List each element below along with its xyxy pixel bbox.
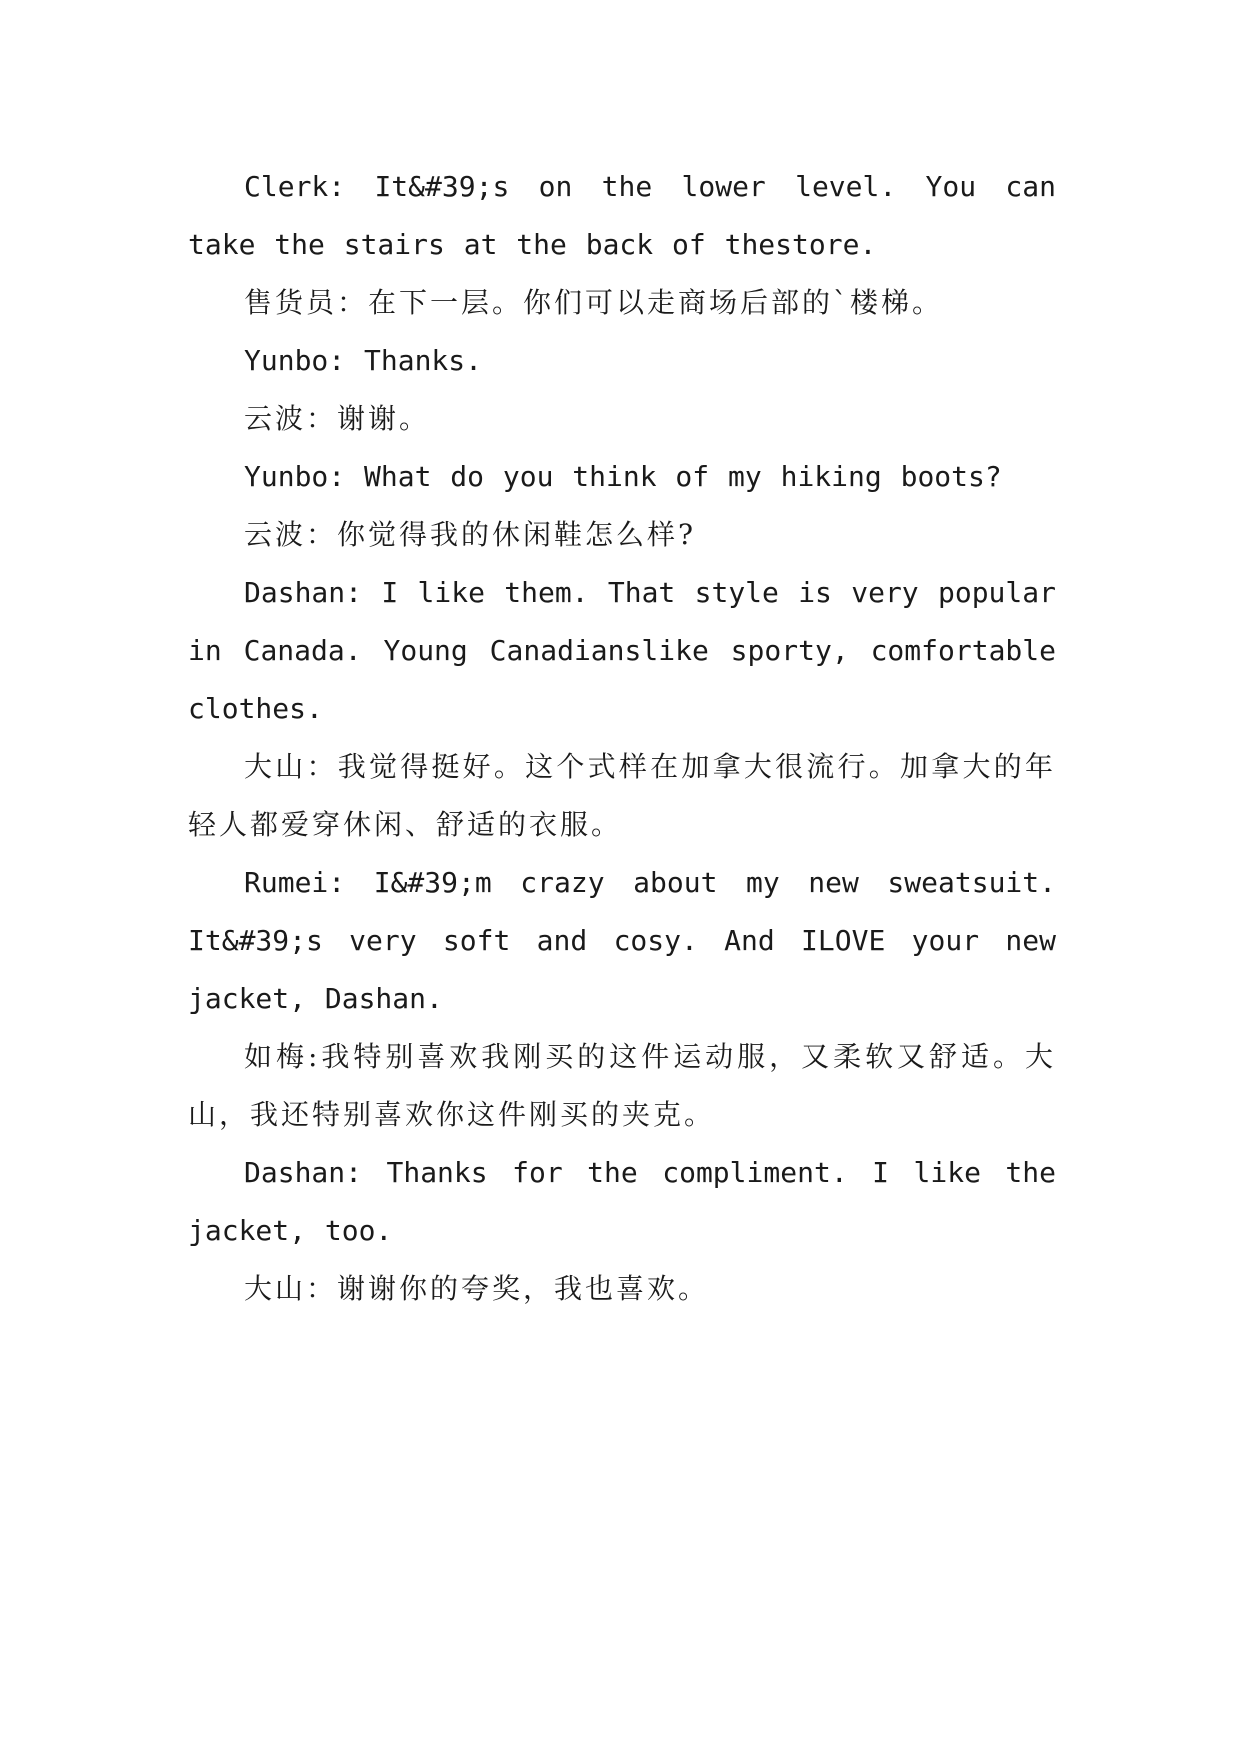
dialogue-paragraph-clerk-en: Clerk: It&#39;s on the lower level. You can take the stairs at the back of thestore. — [188, 170, 1056, 261]
dialogue-paragraph-dashan-cn-1: 大山：我觉得挺好。这个式样在加拿大很流行。加拿大的年轻人都爱穿休闲、舒适的衣服。 — [188, 750, 1056, 841]
dialogue-paragraph-yunbo-cn-2: 云波：你觉得我的休闲鞋怎么样? — [244, 518, 697, 551]
dialogue-paragraph-yunbo-en-1: Yunbo: Thanks. — [244, 344, 483, 377]
dialogue-paragraph-clerk-cn: 售货员：在下一层。你们可以走商场后部的`楼梯。 — [244, 286, 944, 319]
dialogue-body — [188, 158, 1056, 1318]
dialogue-paragraph-rumei-en: Rumei: I&#39;m crazy about my new sweatsuit. It&#39;s very soft and cosy. And ILOVE your new jacket, Dashan. — [188, 866, 1056, 1015]
dialogue-paragraph-rumei-cn: 如梅:我特别喜欢我刚买的这件运动服，又柔软又舒适。大山，我还特别喜欢你这件刚买的夹克。 — [188, 1040, 1056, 1131]
dialogue-paragraph-dashan-en-1: Dashan: I like them. That style is very popular in Canada. Young Canadianslike sporty, comfortable clothes. — [188, 576, 1056, 725]
dialogue-paragraph-yunbo-en-2: Yunbo: What do you think of my hiking boots? — [244, 460, 1002, 493]
dialogue-paragraph-dashan-cn-2: 大山：谢谢你的夸奖，我也喜欢。 — [244, 1272, 710, 1305]
dialogue-paragraph-dashan-en-2: Dashan: Thanks for the compliment. I like the jacket, too. — [188, 1156, 1056, 1247]
dialogue-paragraph-yunbo-cn-1: 云波：谢谢。 — [244, 402, 431, 435]
